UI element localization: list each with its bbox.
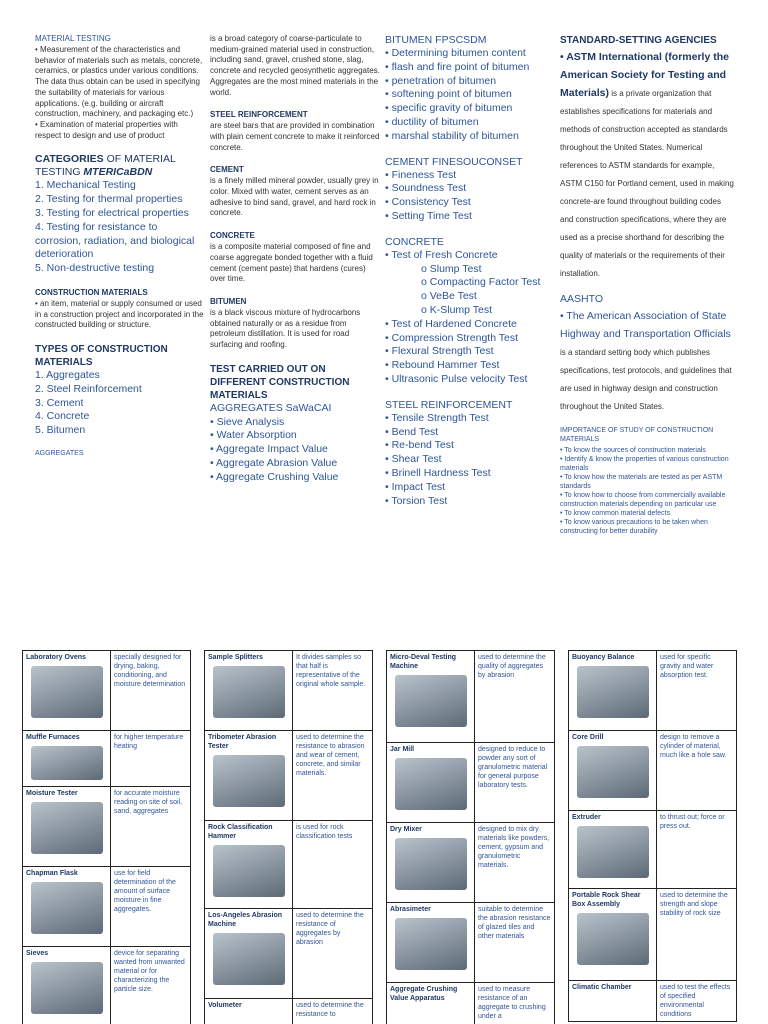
- steel-tests-list: [385, 412, 557, 509]
- concrete-title: CONCRETE: [210, 231, 255, 241]
- types-list: [35, 369, 205, 438]
- equipment-photo: [31, 666, 103, 718]
- list-item: • Aggregate Crushing Value: [210, 470, 339, 483]
- table-row: [23, 651, 191, 731]
- categories-title: CATEGORIES OF MATERIAL TESTING MTERICaBDN: [35, 153, 176, 179]
- bitumen-definition: is a black viscous mixture of hydrocarbons obtained naturally or as a residue from petroleum distillation. It is used for road surfacing and roofing.: [210, 307, 361, 350]
- table-row: [387, 903, 555, 983]
- equipment-photo: [31, 746, 103, 780]
- list-item: • Aggregate Abrasion Value: [210, 456, 338, 469]
- column-material-testing: [35, 34, 205, 457]
- column-tests: [385, 34, 557, 508]
- description-cell: suitable to determine the abrasion resistance of glazed tiles and other materials: [475, 903, 555, 983]
- table-row: [205, 731, 373, 821]
- list-subitem: o Slump Test: [421, 262, 482, 275]
- astm-paragraph: • ASTM International (formerly the American Society for Testing and Materials) is a private organization that establishes specifications for materials and methods of construction accepted as standards throughout the United States. Numerical references to ASTM standards for example, ASTM C150 for Portland cement, used in making concrete-are found throughout building codes and construction specifications, where they are used as a precise shorthand for describing the quality of materials or the requirements of their installation.: [560, 51, 734, 278]
- list-item: • To know the sources of construction materials: [560, 447, 706, 454]
- list-item: • Consistency Test: [385, 196, 471, 209]
- table-row: [23, 867, 191, 947]
- equipment-cell: Micro-Deval Testing Machine: [387, 651, 475, 743]
- list-item: • Shear Test: [385, 453, 442, 466]
- list-item: • Ultrasonic Pulse velocity Test: [385, 372, 528, 385]
- list-item: • Soundness Test: [385, 182, 467, 195]
- list-item: 4. Concrete: [35, 410, 90, 423]
- equipment-table-2: [204, 650, 373, 1024]
- list-item: • Identify & know the properties of various construction materials: [560, 456, 729, 472]
- list-item: 3. Cement: [35, 396, 84, 409]
- equipment-photo: [577, 826, 649, 878]
- table-row: [23, 731, 191, 787]
- list-item: 2. Steel Reinforcement: [35, 382, 142, 395]
- equipment-photo: [577, 746, 649, 798]
- column-standards: [560, 34, 735, 536]
- description-cell: for accurate moisture reading on site of soil, sand, aggregates: [111, 787, 191, 867]
- equipment-photo: [395, 918, 467, 970]
- table-row: [23, 787, 191, 867]
- aggregates-label: AGGREGATES: [35, 450, 84, 457]
- table-row: [205, 651, 373, 731]
- list-item: • penetration of bitumen: [385, 74, 497, 87]
- equipment-cell: Climatic Chamber: [569, 981, 657, 1022]
- list-item: • marshal stability of bitumen: [385, 129, 519, 142]
- list-item: • Aggregate Impact Value: [210, 443, 328, 456]
- list-item: • Determining bitumen content: [385, 47, 526, 59]
- table-row: [569, 651, 737, 731]
- concrete-tests-title: CONCRETE: [385, 235, 444, 248]
- description-cell: design to remove a cylinder of material, much like a hole saw.: [657, 731, 737, 811]
- equipment-cell: Sieves: [23, 947, 111, 1024]
- list-item: • Fineness Test: [385, 168, 457, 181]
- list-subitem: o VeBe Test: [421, 290, 477, 303]
- description-cell: used to determine the resistance of aggregates by abrasion: [293, 909, 373, 999]
- bitumen-title: BITUMEN: [210, 296, 247, 306]
- description-cell: used to determine the quality of aggregates by abrasion: [475, 651, 555, 743]
- equipment-photo: [31, 962, 103, 1014]
- list-item: • Re-bend Test: [385, 439, 454, 452]
- construction-materials-title: CONSTRUCTION MATERIALS: [35, 287, 148, 297]
- list-item: 1. Mechanical Testing: [35, 179, 136, 192]
- aggregates-definition: is a broad category of coarse-particulate to medium-grained material used in construction, including sand, gravel, crushed stone, slag, concrete and recycled geosynthetic aggregates. Aggregates are the most mined materials in the world.: [210, 34, 380, 97]
- description-cell: device for separating wanted from unwanted material or for characterizing the particle size.: [111, 947, 191, 1024]
- equipment-table-1: [22, 650, 191, 1024]
- list-item: 5. Bitumen: [35, 424, 86, 437]
- list-item: • Compression Strength Test: [385, 331, 519, 344]
- equipment-photo: [577, 913, 649, 965]
- equipment-cell: Portable Rock Shear Box Assembly: [569, 889, 657, 981]
- description-cell: used to determine the resistance to abrasion and wear of cement, concrete, and similar materials.: [293, 731, 373, 821]
- list-item: • specific gravity of bitumen: [385, 102, 513, 115]
- list-item: • flash and fire point of bitumen: [385, 60, 530, 73]
- aashto-paragraph: • The American Association of State Highway and Transportation Officials is a standard setting body which publishes specifications, test protocols, and guidelines that are used in highway design and construction throughout the United States.: [560, 310, 732, 411]
- equipment-cell: Moisture Tester: [23, 787, 111, 867]
- importance-title: IMPORTANCE OF STUDY OF CONSTRUCTION MATERIALS: [560, 427, 714, 443]
- cement-definition: is a finely milled mineral powder, usually grey in color. Mixed with water, cement serves as an adhesive to bind sand, gravel, and hard rock in concrete.: [210, 176, 379, 218]
- equipment-cell: Core Drill: [569, 731, 657, 811]
- description-cell: for higher temperature heating: [111, 731, 191, 787]
- list-subitem: o Compacting Factor Test: [421, 276, 541, 289]
- steel-reinforcement-title: STEEL REINFORCEMENT: [210, 110, 308, 120]
- table-row: [387, 651, 555, 743]
- table-row: [23, 947, 191, 1024]
- description-cell: to thrust out; force or press out.: [657, 811, 737, 889]
- list-item: • Impact Test: [385, 480, 446, 493]
- construction-materials-definition: • an item, material or supply consumed or used in a construction project and incorporated in the constructed building or structure.: [35, 298, 204, 330]
- list-item: • Torsion Test: [385, 494, 448, 507]
- equipment-table-4: [568, 650, 737, 1022]
- list-item: • Bend Test: [385, 425, 439, 438]
- equipment-photo: [577, 666, 649, 718]
- material-testing-definition: • Measurement of the characteristics and behavior of materials such as metals, concrete, ceramics, or plastics under various conditions. The data thus obtain can be used in specifying the suitability of materials for various applications. (e.g. building or aircraft construction, machinery, and packaging etc.): [35, 45, 203, 119]
- equipment-cell: Laboratory Ovens: [23, 651, 111, 731]
- description-cell: It divides samples so that half is representative of the original whole sample.: [293, 651, 373, 731]
- tests-title: TEST CARRIED OUT ON DIFFERENT CONSTRUCTION MATERIALS: [210, 363, 350, 401]
- list-item: 2. Testing for thermal properties: [35, 193, 183, 206]
- aashto-title: AASHTO: [560, 293, 603, 305]
- table-row: [569, 889, 737, 981]
- list-subitem: o K-Slump Test: [421, 303, 493, 316]
- description-cell: used to measure resistance of an aggregate to crushing under a: [475, 983, 555, 1024]
- equipment-cell: Chapman Flask: [23, 867, 111, 947]
- table-row: [387, 823, 555, 903]
- equipment-photo: [31, 802, 103, 854]
- cement-title: CEMENT: [210, 165, 244, 175]
- list-item: • Tensile Strength Test: [385, 411, 489, 424]
- description-cell: used to determine the strength and slope stability of rock size: [657, 889, 737, 981]
- categories-list: [35, 179, 205, 276]
- table-row: [387, 743, 555, 823]
- cement-tests-list: [385, 169, 557, 224]
- equipment-photo: [213, 933, 285, 985]
- list-item: • To know common material defects: [560, 510, 671, 517]
- equipment-cell: Extruder: [569, 811, 657, 889]
- table-row: [387, 983, 555, 1024]
- standards-title: STANDARD-SETTING AGENCIES: [560, 35, 717, 46]
- bitumen-tests-title: BITUMEN FPSCSDM: [385, 34, 487, 46]
- equipment-photo: [213, 755, 285, 807]
- equipment-photo: [395, 758, 467, 810]
- equipment-cell: Dry Mixer: [387, 823, 475, 903]
- description-cell: used to test the effects of specified environmental conditions: [657, 981, 737, 1022]
- concrete-definition: is a composite material composed of fine and coarse aggregate bonded together with a fluid cement (cement paste) that hardens (cures) over time.: [210, 242, 373, 284]
- aggregate-tests-list: [210, 416, 380, 485]
- steel-tests-title: STEEL REINFORCEMENT: [385, 398, 513, 411]
- equipment-cell: Los-Angeles Abrasion Machine: [205, 909, 293, 999]
- list-item: • To know how to choose from commercially available construction materials depending on particular use: [560, 492, 726, 508]
- description-cell: is used for rock classification tests: [293, 821, 373, 909]
- table-row: [205, 821, 373, 909]
- description-cell: specially designed for drying, baking, conditioning, and moisture determination: [111, 651, 191, 731]
- table-row: [205, 999, 373, 1024]
- table-row: [569, 731, 737, 811]
- table-row: [569, 981, 737, 1022]
- list-item: • ductility of bitumen: [385, 115, 479, 128]
- list-item: • Rebound Hammer Test: [385, 359, 500, 372]
- column-material-definitions: [210, 34, 380, 485]
- list-item: • Brinell Hardness Test: [385, 466, 491, 479]
- list-item: • Sieve Analysis: [210, 415, 285, 428]
- importance-list: [560, 446, 735, 536]
- equipment-photo: [31, 882, 103, 934]
- equipment-cell: Rock Classification Hammer: [205, 821, 293, 909]
- concrete-tests-list: [385, 249, 557, 387]
- list-item: • Flexural Strength Test: [385, 345, 494, 358]
- equipment-cell: Tribometer Abrasion Tester: [205, 731, 293, 821]
- description-cell: designed to reduce to powder any sort of granulometric material for general purpose laboratory tests.: [475, 743, 555, 823]
- equipment-photo: [395, 838, 467, 890]
- list-item: 3. Testing for electrical properties: [35, 206, 189, 219]
- equipment-cell: Abrasimeter: [387, 903, 475, 983]
- list-item: • Test of Fresh Concrete: [385, 248, 498, 261]
- list-item: 1. Aggregates: [35, 369, 100, 382]
- description-cell: used to determine the resistance to: [293, 999, 373, 1024]
- equipment-photo: [395, 675, 467, 727]
- equipment-cell: Buoyancy Balance: [569, 651, 657, 731]
- aggregate-tests-title: AGGREGATES SaWaCAI: [210, 401, 332, 414]
- list-item: 4. Testing for resistance to corrosion, radiation, and biological deterioration: [35, 220, 195, 261]
- equipment-cell: Sample Splitters: [205, 651, 293, 731]
- material-testing-examination: • Examination of material properties with respect to design and use of product: [35, 119, 178, 140]
- description-cell: used for specific gravity and water absorption test.: [657, 651, 737, 731]
- table-row: [205, 909, 373, 999]
- types-title: TYPES OF CONSTRUCTION MATERIALS: [35, 344, 168, 369]
- description-cell: use for field determination of the amount of surface moisture in fine aggregates.: [111, 867, 191, 947]
- table-row: [569, 811, 737, 889]
- equipment-cell: Muffle Furnaces: [23, 731, 111, 787]
- list-item: • Test of Hardened Concrete: [385, 317, 517, 330]
- equipment-cell: Volumeter: [205, 999, 293, 1024]
- cement-tests-title: CEMENT FINESOUCONSET: [385, 155, 523, 168]
- steel-reinforcement-definition: are steel bars that are provided in combination with plain cement concrete to make it reinforced concrete.: [210, 121, 380, 152]
- list-item: 5. Non-destructive testing: [35, 262, 155, 275]
- bitumen-tests-list: [385, 47, 557, 144]
- equipment-table-3: [386, 650, 555, 1024]
- list-item: • To know how the materials are tested as per ASTM standards: [560, 474, 723, 490]
- list-item: • Water Absorption: [210, 429, 297, 442]
- equipment-photo: [213, 845, 285, 897]
- list-item: • softening point of bitumen: [385, 88, 512, 101]
- list-item: • To know various precautions to be taken when constructing for better durability: [560, 519, 708, 535]
- equipment-photo: [213, 666, 285, 718]
- material-testing-title: MATERIAL TESTING: [35, 34, 111, 43]
- equipment-cell: Aggregate Crushing Value Apparatus: [387, 983, 475, 1024]
- equipment-cell: Jar Mill: [387, 743, 475, 823]
- description-cell: designed to mix dry materials like powders, cement, gypsum and granulometric materials.: [475, 823, 555, 903]
- list-item: • Setting Time Test: [385, 209, 472, 222]
